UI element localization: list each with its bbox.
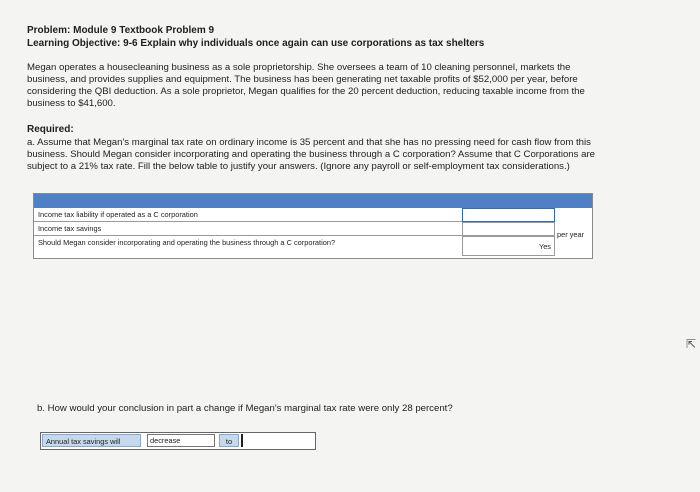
- savings-amount-input[interactable]: [241, 434, 313, 447]
- table-header-bar: [34, 194, 592, 208]
- problem-title: Problem: Module 9 Textbook Problem 9: [27, 25, 215, 36]
- learning-objective: Learning Objective: 9-6 Explain why individuals once again can use corporations as tax shelters: [27, 38, 485, 49]
- savings-direction-dropdown[interactable]: [147, 434, 215, 447]
- part-b-question: b. How would your conclusion in part a change if Megan's marginal tax rate were only 28 percent?: [37, 403, 453, 414]
- tax-savings-input[interactable]: [462, 222, 555, 236]
- to-label: to: [219, 434, 239, 447]
- part-b-answer-row: [40, 432, 316, 450]
- tax-liability-input[interactable]: [462, 208, 555, 222]
- part-a-line-3: subject to a 21% tax rate. Fill the below table to justify your answers. (Ignore any payroll or self-employment tax considerations.): [27, 161, 570, 172]
- intro-line-1: Megan operates a housecleaning business as a sole proprietorship. She oversees a team of 10 cleaning personnel, markets the: [27, 62, 571, 73]
- incorporate-select[interactable]: [462, 236, 555, 256]
- annual-tax-savings-label: Annual tax savings will: [42, 434, 141, 447]
- table-row-tax-liability-label: Income tax liability if operated as a C corporation: [34, 208, 462, 222]
- mouse-cursor-icon: ⇱: [686, 337, 697, 351]
- required-heading: Required:: [27, 124, 74, 135]
- part-a-line-2: business. Should Megan consider incorporating and operating the business through a C corporation? Assume that C Corporations are: [27, 149, 595, 160]
- intro-line-3: considering the QBI deduction. As a sole proprietor, Megan qualifies for the 20 percent deduction, reducing taxable income from the: [27, 86, 585, 97]
- answer-table: [33, 193, 593, 259]
- part-a-line-1: a. Assume that Megan's marginal tax rate on ordinary income is 35 percent and that she has no pressing need for cash flow from this: [27, 137, 591, 148]
- incorporate-select-value: Yes: [538, 242, 551, 251]
- intro-line-4: business to $41,600.: [27, 98, 116, 109]
- intro-line-2: business, and provides supplies and equipment. The business has been generating net taxable profits of $52,000 per year, before: [27, 74, 578, 85]
- savings-direction-value: decrease: [150, 436, 181, 445]
- table-row-tax-savings-label: Income tax savings: [34, 222, 462, 236]
- per-year-unit: per year: [557, 230, 585, 239]
- table-row-incorporate-label: Should Megan consider incorporating and operating the business through a C corporation?: [38, 238, 336, 247]
